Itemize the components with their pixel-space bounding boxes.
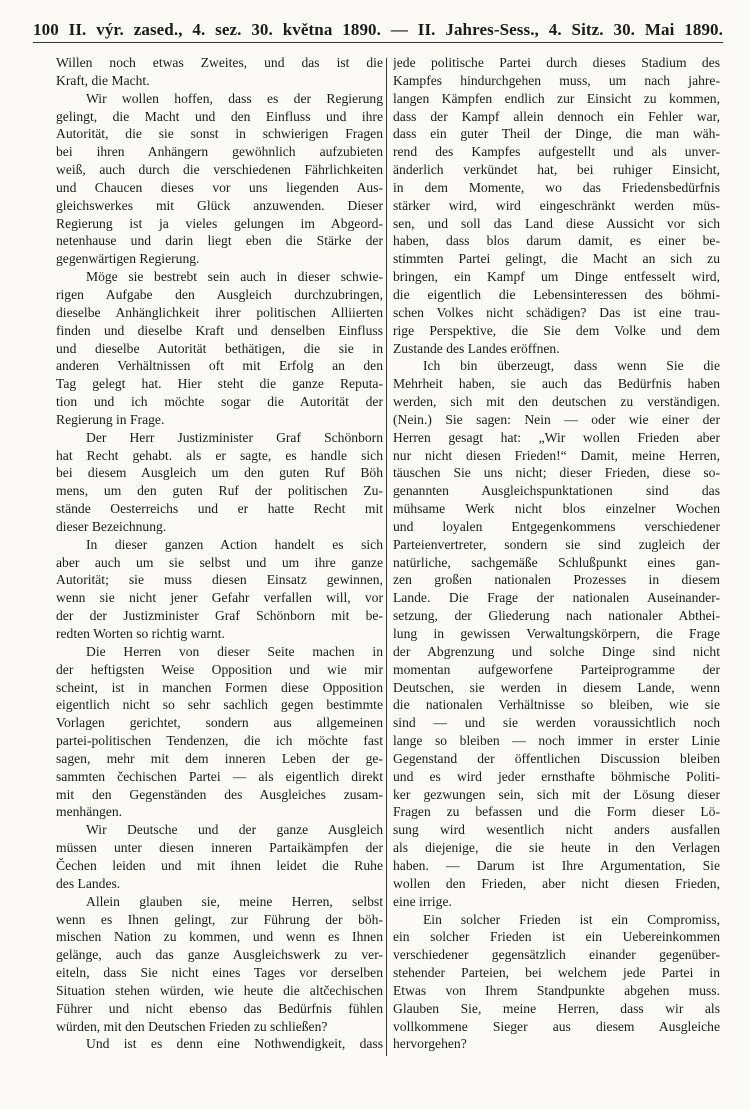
text-line: Möge sie bestrebt sein auch in dieser schwie- (86, 269, 383, 285)
text-line: Lande. Die Frage der nationalen Auseinander- (393, 590, 720, 606)
text-line: Tag gelegt hat. Hier steht die ganze Reputa- (56, 376, 383, 392)
text-line: Der Herr Justizminister Graf Schönborn (86, 429, 383, 445)
text-line: rigen Aufgabe den Ausgleich durchzubringen, (56, 286, 383, 302)
text-line: zen großen nationalen Prozesses in diesem (393, 572, 720, 588)
text-line: netenhause und darin liegt eben die Stärke der (56, 233, 383, 249)
text-line: Wir Deutsche und der ganze Ausgleich (86, 822, 383, 838)
right-text-column (393, 54, 720, 1053)
text-line: Deutschen, sie werden in diesem Lande, wenn (393, 679, 720, 695)
text-line: sammten čechischen Partei — als eigentlich direkt (56, 768, 383, 784)
text-line: stärker wird, wird eingeschränkt werden müs- (393, 197, 720, 213)
text-line: dieselbe Anhänglichkeit ihrer politischen Alliierten (56, 304, 383, 320)
text-line: vollkommene Sieger aus diesem Ausgleiche (393, 1018, 720, 1034)
text-line: tion und ich möchte sogar die Autorität der (56, 394, 383, 410)
text-line: dieser Bezeichnung. (56, 518, 167, 534)
text-line: gelänge, auch das ganze Ausgleichswerk zu ver- (56, 947, 383, 963)
text-line: sind — und sie werden voraussichtlich noch (393, 715, 720, 731)
text-line: täuschen Sie uns nicht; dieser Frieden, diese so- (393, 465, 720, 481)
text-line: der heftigsten Weise Opposition und wie mir (56, 661, 383, 677)
text-line: und es wird jeder ernsthafte böhmische Politi- (393, 768, 720, 784)
text-line: bringen, ein Kampf um Dinge entfesselt wird, (393, 269, 720, 285)
text-line: Herren gesagt hat: „Wir wollen Frieden aber (393, 429, 720, 445)
text-line: Čechen leiden und mit ihnen leidet die Ruhe (56, 857, 383, 873)
text-line: jede politische Partei durch dieses Stadium des (393, 55, 720, 70)
text-line: rige Perspektive, die Sie dem Volke und dem (393, 322, 720, 338)
text-line: genannten Ausgleichspunktationen sind das (393, 483, 720, 499)
text-line: sagen, mehr mit dem inneren Leben der ge- (56, 750, 383, 766)
text-line: die eigentlich die Lebensinteressen des böhmi- (393, 286, 720, 302)
text-line: gleichswerkes mit Glück anzuwenden. Dieser (56, 197, 383, 213)
text-line: Autorität; sie muss diesen Einsatz gewinnen, (56, 572, 383, 588)
text-line: in dem Momente, wo das Friedensbedürfnis (393, 179, 720, 195)
text-line: verschiedener gegensätzlich einander gegenüber- (393, 947, 720, 963)
text-line: sen, und soll das Land diese Aussicht vor sich (393, 215, 720, 231)
text-line: bei diesem Ausgleich um den guten Ruf Böh (56, 465, 383, 481)
text-line: wenn sie nicht jener Gefahr verfallen will, vor (56, 590, 383, 606)
text-line: anderen Verhältnissen oft mit Erfolg an den (56, 358, 383, 374)
text-line: Autorität, die sie sonst in schwierigen Fragen (56, 126, 383, 142)
text-line: und dieselbe Autorität bethätigen, die sie in (56, 340, 383, 356)
text-line: dass der Kampf allein dennoch ein Fehler war, (393, 108, 720, 124)
text-line: natürliche, sachgemäße Schlußpunkt eines gan- (393, 554, 720, 570)
text-line: der der Justizminister Graf Schönborn mit be- (56, 608, 383, 624)
text-line: momentan aufgeworfene Parteiprogramme der (393, 661, 720, 677)
text-line: Parteienvertreter, sondern sie sind zugleich der (393, 536, 720, 552)
text-line: aber auch um sie selbst und um ihre ganze (56, 554, 383, 570)
text-line: bei ihren Anhängern gewöhnlich aufzubieten (56, 144, 383, 160)
text-line: menhängen. (56, 804, 123, 820)
text-line: stehender Parteien, bei welchem jede Partei in (393, 965, 720, 981)
text-line: und Chaucen dieses vor uns liegenden Aus- (56, 179, 383, 195)
text-line: rend des Kampfes aufgestellt und als unver- (393, 144, 720, 160)
column-divider (386, 58, 387, 1056)
text-line: Situation stehen würden, wie heute die altčechischen (56, 982, 383, 998)
text-line: die nationalen Verhältnisse so bleiben, wie sie (393, 697, 720, 713)
text-line: setzung, der Gliederung nach nationaler Abthei- (393, 608, 720, 624)
text-line: Führer und nicht ebenso das Bedürfnis fühlen (56, 1000, 383, 1016)
left-text-column (56, 54, 383, 1053)
text-line: haben. — Darum ist Ihre Argumentation, Sie (393, 857, 720, 873)
text-line: änderlich verkündet hat, bei ruhiger Einsicht, (393, 162, 720, 178)
text-line: des Landes. (56, 875, 121, 891)
text-line: Glauben Sie, meine Herren, dass wir als (393, 1000, 720, 1016)
text-line: Ein solcher Frieden ist ein Compromiss, (423, 911, 720, 927)
text-line: Kraft, die Macht. (56, 72, 150, 88)
text-line: Gegenstand der öffentlichen Discussion bleiben (393, 750, 720, 766)
text-line: (Nein.) Sie sagen: Nein — oder wie einer der (393, 411, 720, 427)
text-line: Allein glauben sie, meine Herren, selbst (86, 893, 383, 909)
text-line: weiß, auch durch die verschiedenen Fährlichkeiten (56, 162, 383, 178)
text-line: der Abgrenzung und solche Dinge sind nicht (393, 643, 720, 659)
text-line: scheint, ist in manchen Formen diese Opposition (56, 679, 383, 695)
header-rule (33, 42, 723, 43)
text-line: als diejenige, die sie heute in den Verlagen (393, 840, 720, 856)
text-line: ein solcher Frieden ist ein Uebereinkommen (393, 929, 720, 945)
text-line: schen Volkes nicht schädigen? Das ist eine trau- (393, 304, 720, 320)
text-line: stände Oesterreichs und er hatte Recht mit (56, 501, 383, 517)
text-line: haben, dass blos darum damit, es einer be- (393, 233, 720, 249)
text-line: gelingt, die Macht und den Einfluss und ihre (56, 108, 383, 124)
text-line: eiteln, dass Sie nicht eines Tages vor derselben (56, 965, 383, 981)
text-line: Regierung ist ja vieles gelungen im Abgeord- (56, 215, 383, 231)
text-line: Willen noch etwas Zweites, und das ist die (56, 55, 383, 70)
text-line: gegenwärtigen Regierung. (56, 251, 200, 267)
text-line: lange so bleiben — noch immer in erster Linie (393, 733, 720, 749)
text-line: sung wird wesentlich nicht anders ausfallen (393, 822, 720, 838)
text-line: würden, mit den Deutschen Frieden zu schließen? (56, 1018, 328, 1034)
text-line: Regierung in Frage. (56, 411, 165, 427)
text-line: mens, um den guten Ruf der politischen Zu- (56, 483, 383, 499)
text-line: Ich bin überzeugt, dass wenn Sie die (423, 358, 720, 374)
text-line: wollen den Frieden, aber nicht diesen Frieden, (393, 875, 720, 891)
text-line: müssen unter diesen inneren Partaikämpfen der (56, 840, 383, 856)
text-line: Kampfes hindurchgehen muss, um nach jahre- (393, 72, 720, 88)
text-line: Etwas von Ihrem Standpunkte abgehen muss. (393, 982, 720, 998)
text-line: Vorlagen gerichtet, sondern aus allgemeinen (56, 715, 383, 731)
text-line: finden und dieselbe Kraft und denselben Einfluss (56, 322, 383, 338)
text-line: nur nicht diesen Frieden!“ Damit, meine Herren, (393, 447, 720, 463)
text-line: Wir wollen hoffen, dass es der Regierung (86, 90, 383, 106)
text-line: redten Worten so richtig warnt. (56, 626, 225, 641)
page-header: 100 II. výr. zased., 4. sez. 30. května 1890. — II. Jahres-Sess., 4. Sitz. 30. Mai 1890. (33, 20, 723, 39)
text-line: ker gezwungen sein, sich mit der Lösung dieser (393, 786, 720, 802)
text-line: partei-politischen Tendenzen, die ich möchte fast (56, 733, 383, 749)
text-line: lung in gewissen Verwaltungskörpern, die Frage (393, 626, 720, 641)
text-line: werden, sich mit den deutschen zu verständigen. (393, 394, 720, 410)
text-line: mit den Gegenständen des Ausgleiches zusam- (56, 786, 383, 802)
text-line: hervorgehen? (393, 1036, 467, 1052)
text-line: Zustande des Landes eröffnen. (393, 340, 560, 356)
text-line: mühsame Werk nicht blos einzelner Wochen (393, 501, 720, 517)
text-line: stimmten Partei gelingt, die Macht an sich zu (393, 251, 720, 267)
text-line: mischen Nation zu kommen, und wenn es Ihnen (56, 929, 383, 945)
text-line: wenn es Ihnen gelingt, zur Führung der böh- (56, 911, 383, 927)
text-line: dass ein guter Theil der Dinge, die man wäh- (393, 126, 720, 142)
text-line: hat Recht gehabt. als er sagte, es handle sich (56, 447, 383, 463)
text-line: und loyalen Entgegenkommens verschiedener (393, 518, 720, 534)
text-line: Die Herren von dieser Seite machen in (86, 643, 383, 659)
text-line: In dieser ganzen Action handelt es sich (86, 536, 383, 552)
text-line: Mehrheit haben, sie auch das Bedürfnis haben (393, 376, 720, 392)
text-line: langen Kämpfen endlich zur Einsicht zu kommen, (393, 90, 720, 106)
text-line: Fragen zu befassen und die Form dieser Lö- (393, 804, 720, 820)
text-line: Und ist es denn eine Nothwendigkeit, dass (86, 1036, 383, 1052)
text-line: eigentlich nicht so sehr sachlich gegen bestimmte (56, 697, 383, 713)
text-line: eine irrige. (393, 893, 452, 909)
